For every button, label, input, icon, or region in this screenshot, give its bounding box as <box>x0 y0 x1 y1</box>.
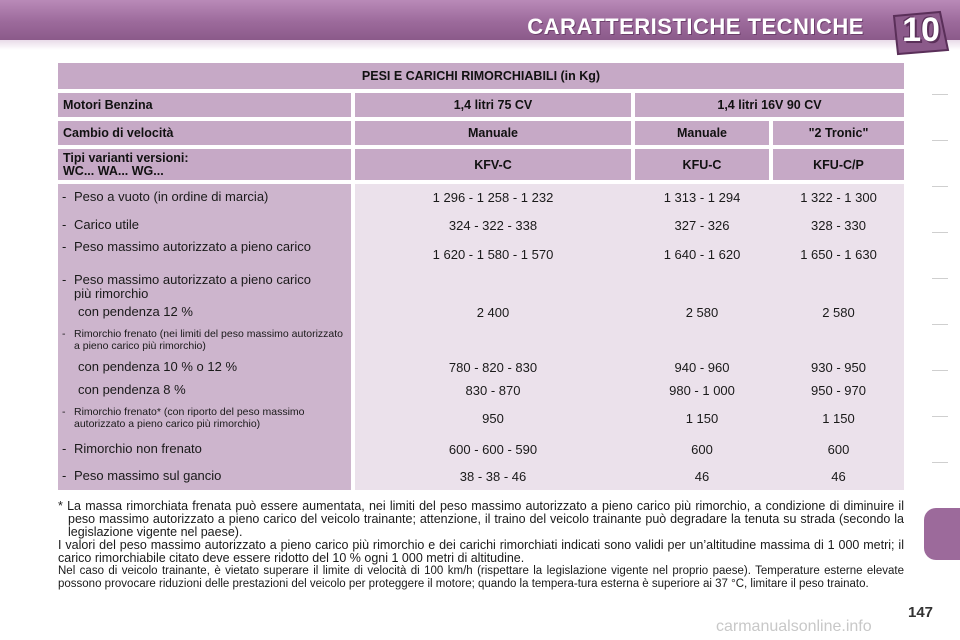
row-value-col2: 1 150 <box>685 411 719 426</box>
row-dash: - <box>62 189 67 204</box>
variants-label-line1: Tipi varianti versioni: <box>63 150 189 165</box>
row-value-col2: 980 - 1 000 <box>669 383 735 398</box>
row-value-col3: 930 - 950 <box>811 360 866 375</box>
row-label-text: Peso massimo sul gancio <box>74 468 222 483</box>
variants-col3: KFU-C/P <box>773 149 904 180</box>
row-value-col1: 830 - 870 <box>465 383 521 398</box>
row-label <box>58 328 351 352</box>
row-value-col3: 2 580 <box>822 305 855 320</box>
engine-label: Motori Benzina <box>58 93 351 117</box>
variants-row <box>58 149 904 180</box>
tab-divider <box>932 370 948 371</box>
gearbox-row <box>58 121 904 145</box>
row-label <box>58 240 318 254</box>
altitude-note: I valori del peso massimo autorizzato a pieno carico più rimorchio e dei carichi rimorchiati indicati sono validi per un’altitudine massima di 1 000 metri; il carico rimorchiabile citato deve essere ridotto del 10 % ogni 1 000 metri di altitudine. <box>58 538 904 565</box>
tab-divider <box>932 462 948 463</box>
row-value-col2: 1 640 - 1 620 <box>663 247 741 262</box>
row-value-col2: 940 - 960 <box>674 360 730 375</box>
row-value-col2: 600 <box>691 442 713 457</box>
row-dash: - <box>62 217 67 232</box>
row-label <box>58 469 351 483</box>
gearbox-col3: "2 Tronic" <box>773 121 904 145</box>
row-value-col3: 1 150 <box>822 411 855 426</box>
row-label-text: Peso massimo autorizzato a pieno carico più rimorchio <box>74 272 312 301</box>
row-value-col2: 46 <box>694 469 710 484</box>
row-value-col2: 2 580 <box>685 305 719 320</box>
row-value-col3: 600 <box>827 442 850 457</box>
row-label <box>58 218 351 232</box>
row-label-text: con pendenza 8 % <box>78 382 186 397</box>
row-value-col3: 1 322 - 1 300 <box>800 190 877 205</box>
tab-divider <box>932 324 948 325</box>
tab-divider <box>932 232 948 233</box>
row-label-text: con pendenza 10 % o 12 % <box>78 359 238 374</box>
row-label-text: Peso massimo autorizzato a pieno carico <box>74 239 312 254</box>
row-value-col1: 38 - 38 - 46 <box>459 469 527 484</box>
row-label-text: Rimorchio frenato (nei limiti del peso massimo autorizzato a pieno carico più rimorchio) <box>74 328 344 352</box>
footnote: * La massa rimorchiata frenata può essere aumentata, nei limiti del peso massimo autorizzato a pieno carico più rimorchio, a condizione di diminuire il peso massimo autorizzato a pieno carico del veicolo trainante; attenzione, il traino del veicolo trainante può degradare la tenuta su strada (secondo la legislazione vigente nel paese). <box>58 499 904 539</box>
row-value-col1: 780 - 820 - 830 <box>448 360 538 375</box>
row-dash: - <box>62 272 67 287</box>
row-value-col1: 600 - 600 - 590 <box>448 442 538 457</box>
row-value-col1: 324 - 322 - 338 <box>448 218 538 233</box>
row-label-text: Peso a vuoto (in ordine di marcia) <box>74 189 269 204</box>
row-value-col2: 327 - 326 <box>674 218 730 233</box>
tab-divider <box>932 186 948 187</box>
row-dash: - <box>62 239 67 254</box>
row-value-col3: 950 - 970 <box>811 383 866 398</box>
notes-block <box>58 500 904 591</box>
towing-note: Nel caso di veicolo trainante, è vietato superare il limite di velocità di 100 km/h (rispettare la legislazione vigente nel proprio paese). Temperature esterne elevate possono provocare riduzioni delle prestazioni del veicolo per proteggere il motore; quando la tempera-tura esterna è superiore ai 37 °C, limitare il peso trainato. <box>58 565 904 590</box>
header-band-shadow <box>0 40 960 50</box>
variants-label-line2: WC... WA... WG... <box>63 163 164 178</box>
gearbox-col2: Manuale <box>635 121 769 145</box>
row-label-text: Rimorchio non frenato <box>74 441 202 456</box>
row-value-col1: 2 400 <box>476 305 510 320</box>
gearbox-label: Cambio di velocità <box>58 121 351 145</box>
row-dash: - <box>62 406 66 418</box>
row-value-col3: 46 <box>831 469 846 484</box>
tab-divider <box>932 140 948 141</box>
tab-divider <box>932 416 948 417</box>
row-label-text: Rimorchio frenato* (con riporto del peso massimo autorizzato a pieno carico più rimorchio) <box>74 406 305 430</box>
row-label <box>58 305 351 319</box>
gearbox-col1: Manuale <box>355 121 631 145</box>
variants-col2: KFU-C <box>635 149 769 180</box>
row-label <box>58 273 318 301</box>
row-dash: - <box>62 441 67 456</box>
row-label-text: Carico utile <box>74 217 140 232</box>
row-value-col3: 1 650 - 1 630 <box>800 247 877 262</box>
table-title-row <box>58 63 904 89</box>
row-label <box>58 406 351 430</box>
watermark: carmanualsonline.info <box>716 618 872 635</box>
page-number: 147 <box>908 604 934 621</box>
tab-divider <box>932 278 948 279</box>
row-value-col1: 1 620 - 1 580 - 1 570 <box>432 247 554 262</box>
section-title: CARATTERISTICHE TECNICHE <box>527 14 864 39</box>
row-value-col1: 1 296 - 1 258 - 1 232 <box>432 190 554 205</box>
row-dash: - <box>62 468 67 483</box>
row-value-col3: 328 - 330 <box>811 218 866 233</box>
row-label <box>58 360 351 374</box>
variants-col1: KFV-C <box>355 149 631 180</box>
table-title: PESI E CARICHI RIMORCHIABILI (in Kg) <box>58 63 904 89</box>
active-chapter-tab[interactable] <box>924 508 960 560</box>
engine-col1: 1,4 litri 75 CV <box>355 93 631 117</box>
row-label-text: con pendenza 12 % <box>78 304 193 319</box>
engine-row <box>58 93 904 117</box>
chapter-number: 10 <box>902 11 940 49</box>
row-value-col1: 950 <box>482 411 504 426</box>
row-label <box>58 442 351 456</box>
row-value-col2: 1 313 - 1 294 <box>663 190 741 205</box>
row-dash: - <box>62 328 66 340</box>
row-label <box>58 383 351 397</box>
variants-label <box>58 149 351 180</box>
tab-divider <box>932 94 948 95</box>
engine-col23: 1,4 litri 16V 90 CV <box>635 93 904 117</box>
row-label <box>58 190 351 204</box>
